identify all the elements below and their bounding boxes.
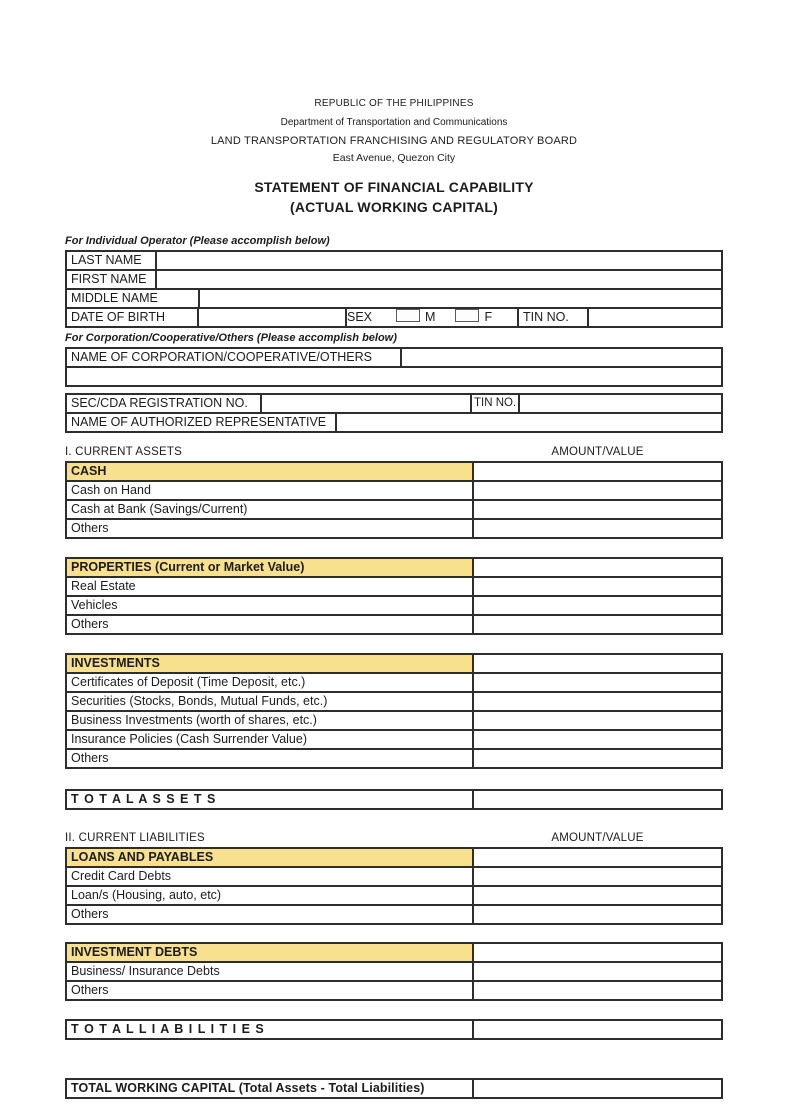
total-working-capital-table [65, 1078, 723, 1099]
current-liabilities-heading: II. CURRENT LIABILITIES [65, 832, 205, 844]
table-row [67, 963, 721, 982]
table-row [67, 290, 721, 309]
table-row [67, 597, 721, 616]
corporation-name-input-continued[interactable] [67, 368, 721, 385]
table-row [67, 1080, 721, 1097]
sec-cda-input[interactable] [262, 395, 472, 412]
amount-input[interactable] [474, 731, 721, 748]
current-liabilities-heading-row [65, 831, 723, 845]
first-name-label: FIRST NAME [67, 271, 157, 288]
form-subtitle: (ACTUAL WORKING CAPITAL) [289, 199, 499, 215]
row-label: Credit Card Debts [67, 868, 474, 885]
first-name-input[interactable] [157, 271, 721, 288]
row-label: Insurance Policies (Cash Surrender Value) [67, 731, 474, 748]
table-row [67, 482, 721, 501]
table-row [67, 906, 721, 923]
last-name-input[interactable] [157, 252, 721, 269]
table-row [67, 1021, 721, 1038]
total-assets-label: T O T A L A S S E T S [67, 791, 474, 808]
loans-payables-table [65, 847, 723, 925]
row-label: Loan/s (Housing, auto, etc) [67, 887, 474, 904]
liabilities-amount-value-header: AMOUNT/VALUE [551, 832, 644, 844]
address-line: East Avenue, Quezon City [332, 152, 456, 164]
table-row [67, 463, 721, 482]
male-label: M [425, 310, 436, 324]
republic-line: REPUBLIC OF THE PHILIPPINES [314, 98, 474, 109]
amount-input[interactable] [474, 463, 721, 480]
total-assets-table [65, 789, 723, 810]
agency-line: LAND TRANSPORTATION FRANCHISING AND REGULATORY BOARD [210, 135, 578, 147]
amount-input[interactable] [474, 712, 721, 729]
table-row [67, 791, 721, 808]
form-header [65, 0, 723, 216]
tin-input[interactable] [589, 309, 721, 326]
corporation-name-label: NAME OF CORPORATION/COOPERATIVE/OTHERS [67, 349, 402, 366]
row-label: Business Investments (worth of shares, etc.) [67, 712, 474, 729]
row-label: Others [67, 906, 474, 923]
sex-cell [347, 309, 519, 326]
cash-group-header: CASH [67, 463, 474, 480]
assets-amount-value-header: AMOUNT/VALUE [551, 446, 644, 458]
table-row [67, 750, 721, 767]
amount-input[interactable] [474, 559, 721, 576]
total-liabilities-table [65, 1019, 723, 1040]
table-row [67, 395, 721, 414]
sec-cda-label: SEC/CDA REGISTRATION NO. [67, 395, 262, 412]
table-row [67, 693, 721, 712]
row-label: Business/ Insurance Debts [67, 963, 474, 980]
corp-tin-label: TIN NO. [472, 395, 520, 412]
row-label: Securities (Stocks, Bonds, Mutual Funds, etc.) [67, 693, 474, 710]
amount-input[interactable] [474, 674, 721, 691]
table-row [67, 501, 721, 520]
sex-label: SEX [347, 310, 373, 324]
total-liabilities-label: T O T A L L I A B I L I T I E S [67, 1021, 474, 1038]
table-row [67, 309, 721, 326]
table-row [67, 616, 721, 633]
total-working-capital-input[interactable] [474, 1080, 721, 1097]
amount-input[interactable] [474, 616, 721, 633]
female-label: F [484, 310, 493, 324]
individual-operator-table [65, 250, 723, 328]
middle-name-input[interactable] [200, 290, 721, 307]
investments-table [65, 653, 723, 769]
corporation-instruction: For Corporation/Cooperative/Others (Please accomplish below) [65, 332, 397, 344]
date-of-birth-input[interactable] [199, 309, 347, 326]
row-label: Others [67, 616, 474, 633]
investment-debts-table [65, 942, 723, 1001]
last-name-label: LAST NAME [67, 252, 157, 269]
loans-group-header: LOANS AND PAYABLES [67, 849, 474, 866]
amount-input[interactable] [474, 520, 721, 537]
table-row [67, 559, 721, 578]
table-row [67, 655, 721, 674]
total-assets-input[interactable] [474, 791, 721, 808]
table-row [67, 868, 721, 887]
investments-group-header: INVESTMENTS [67, 655, 474, 672]
total-working-capital-label: TOTAL WORKING CAPITAL (Total Assets - Total Liabilities) [67, 1080, 474, 1097]
table-row [67, 944, 721, 963]
sex-male-checkbox[interactable] [396, 309, 420, 322]
amount-input[interactable] [474, 944, 721, 961]
row-label: Others [67, 982, 474, 999]
row-label: Cash at Bank (Savings/Current) [67, 501, 474, 518]
table-row [67, 349, 721, 368]
form-title: STATEMENT OF FINANCIAL CAPABILITY [254, 179, 534, 195]
table-row [67, 271, 721, 290]
amount-input[interactable] [474, 982, 721, 999]
table-row [67, 887, 721, 906]
table-row [67, 731, 721, 750]
amount-input[interactable] [474, 482, 721, 499]
current-assets-heading: I. CURRENT ASSETS [65, 446, 182, 458]
corporation-name-input[interactable] [402, 349, 721, 366]
corp-tin-input[interactable] [520, 395, 721, 412]
amount-input[interactable] [474, 963, 721, 980]
table-row [67, 252, 721, 271]
properties-group-header: PROPERTIES (Current or Market Value) [67, 559, 474, 576]
current-assets-heading-row [65, 445, 723, 459]
row-label: Real Estate [67, 578, 474, 595]
amount-input[interactable] [474, 578, 721, 595]
sex-female-checkbox[interactable] [455, 309, 479, 322]
middle-name-label: MIDDLE NAME [67, 290, 200, 307]
table-row [67, 578, 721, 597]
row-label: Cash on Hand [67, 482, 474, 499]
row-label: Others [67, 750, 474, 767]
amount-input[interactable] [474, 868, 721, 885]
table-row [67, 712, 721, 731]
amount-input[interactable] [474, 501, 721, 518]
amount-input[interactable] [474, 655, 721, 672]
authorized-representative-label: NAME OF AUTHORIZED REPRESENTATIVE [67, 414, 337, 431]
table-row [67, 982, 721, 999]
amount-input[interactable] [474, 750, 721, 767]
investment-debts-group-header: INVESTMENT DEBTS [67, 944, 474, 961]
amount-input[interactable] [474, 887, 721, 904]
corporation-name-table [65, 347, 723, 387]
table-row [67, 368, 721, 385]
amount-input[interactable] [474, 693, 721, 710]
tin-label: TIN NO. [519, 309, 589, 326]
individual-instruction: For Individual Operator (Please accomplish below) [65, 235, 330, 247]
date-of-birth-label: DATE OF BIRTH [67, 309, 199, 326]
table-row [67, 849, 721, 868]
row-label: Vehicles [67, 597, 474, 614]
row-label: Certificates of Deposit (Time Deposit, etc.) [67, 674, 474, 691]
row-label: Others [67, 520, 474, 537]
cash-table [65, 461, 723, 539]
table-row [67, 520, 721, 537]
table-row [67, 414, 721, 431]
amount-input[interactable] [474, 906, 721, 923]
amount-input[interactable] [474, 597, 721, 614]
total-liabilities-input[interactable] [474, 1021, 721, 1038]
properties-table [65, 557, 723, 635]
amount-input[interactable] [474, 849, 721, 866]
department-line: Department of Transportation and Communications [280, 117, 508, 128]
table-row [67, 674, 721, 693]
corporation-registration-table [65, 393, 723, 433]
authorized-representative-input[interactable] [337, 414, 721, 431]
